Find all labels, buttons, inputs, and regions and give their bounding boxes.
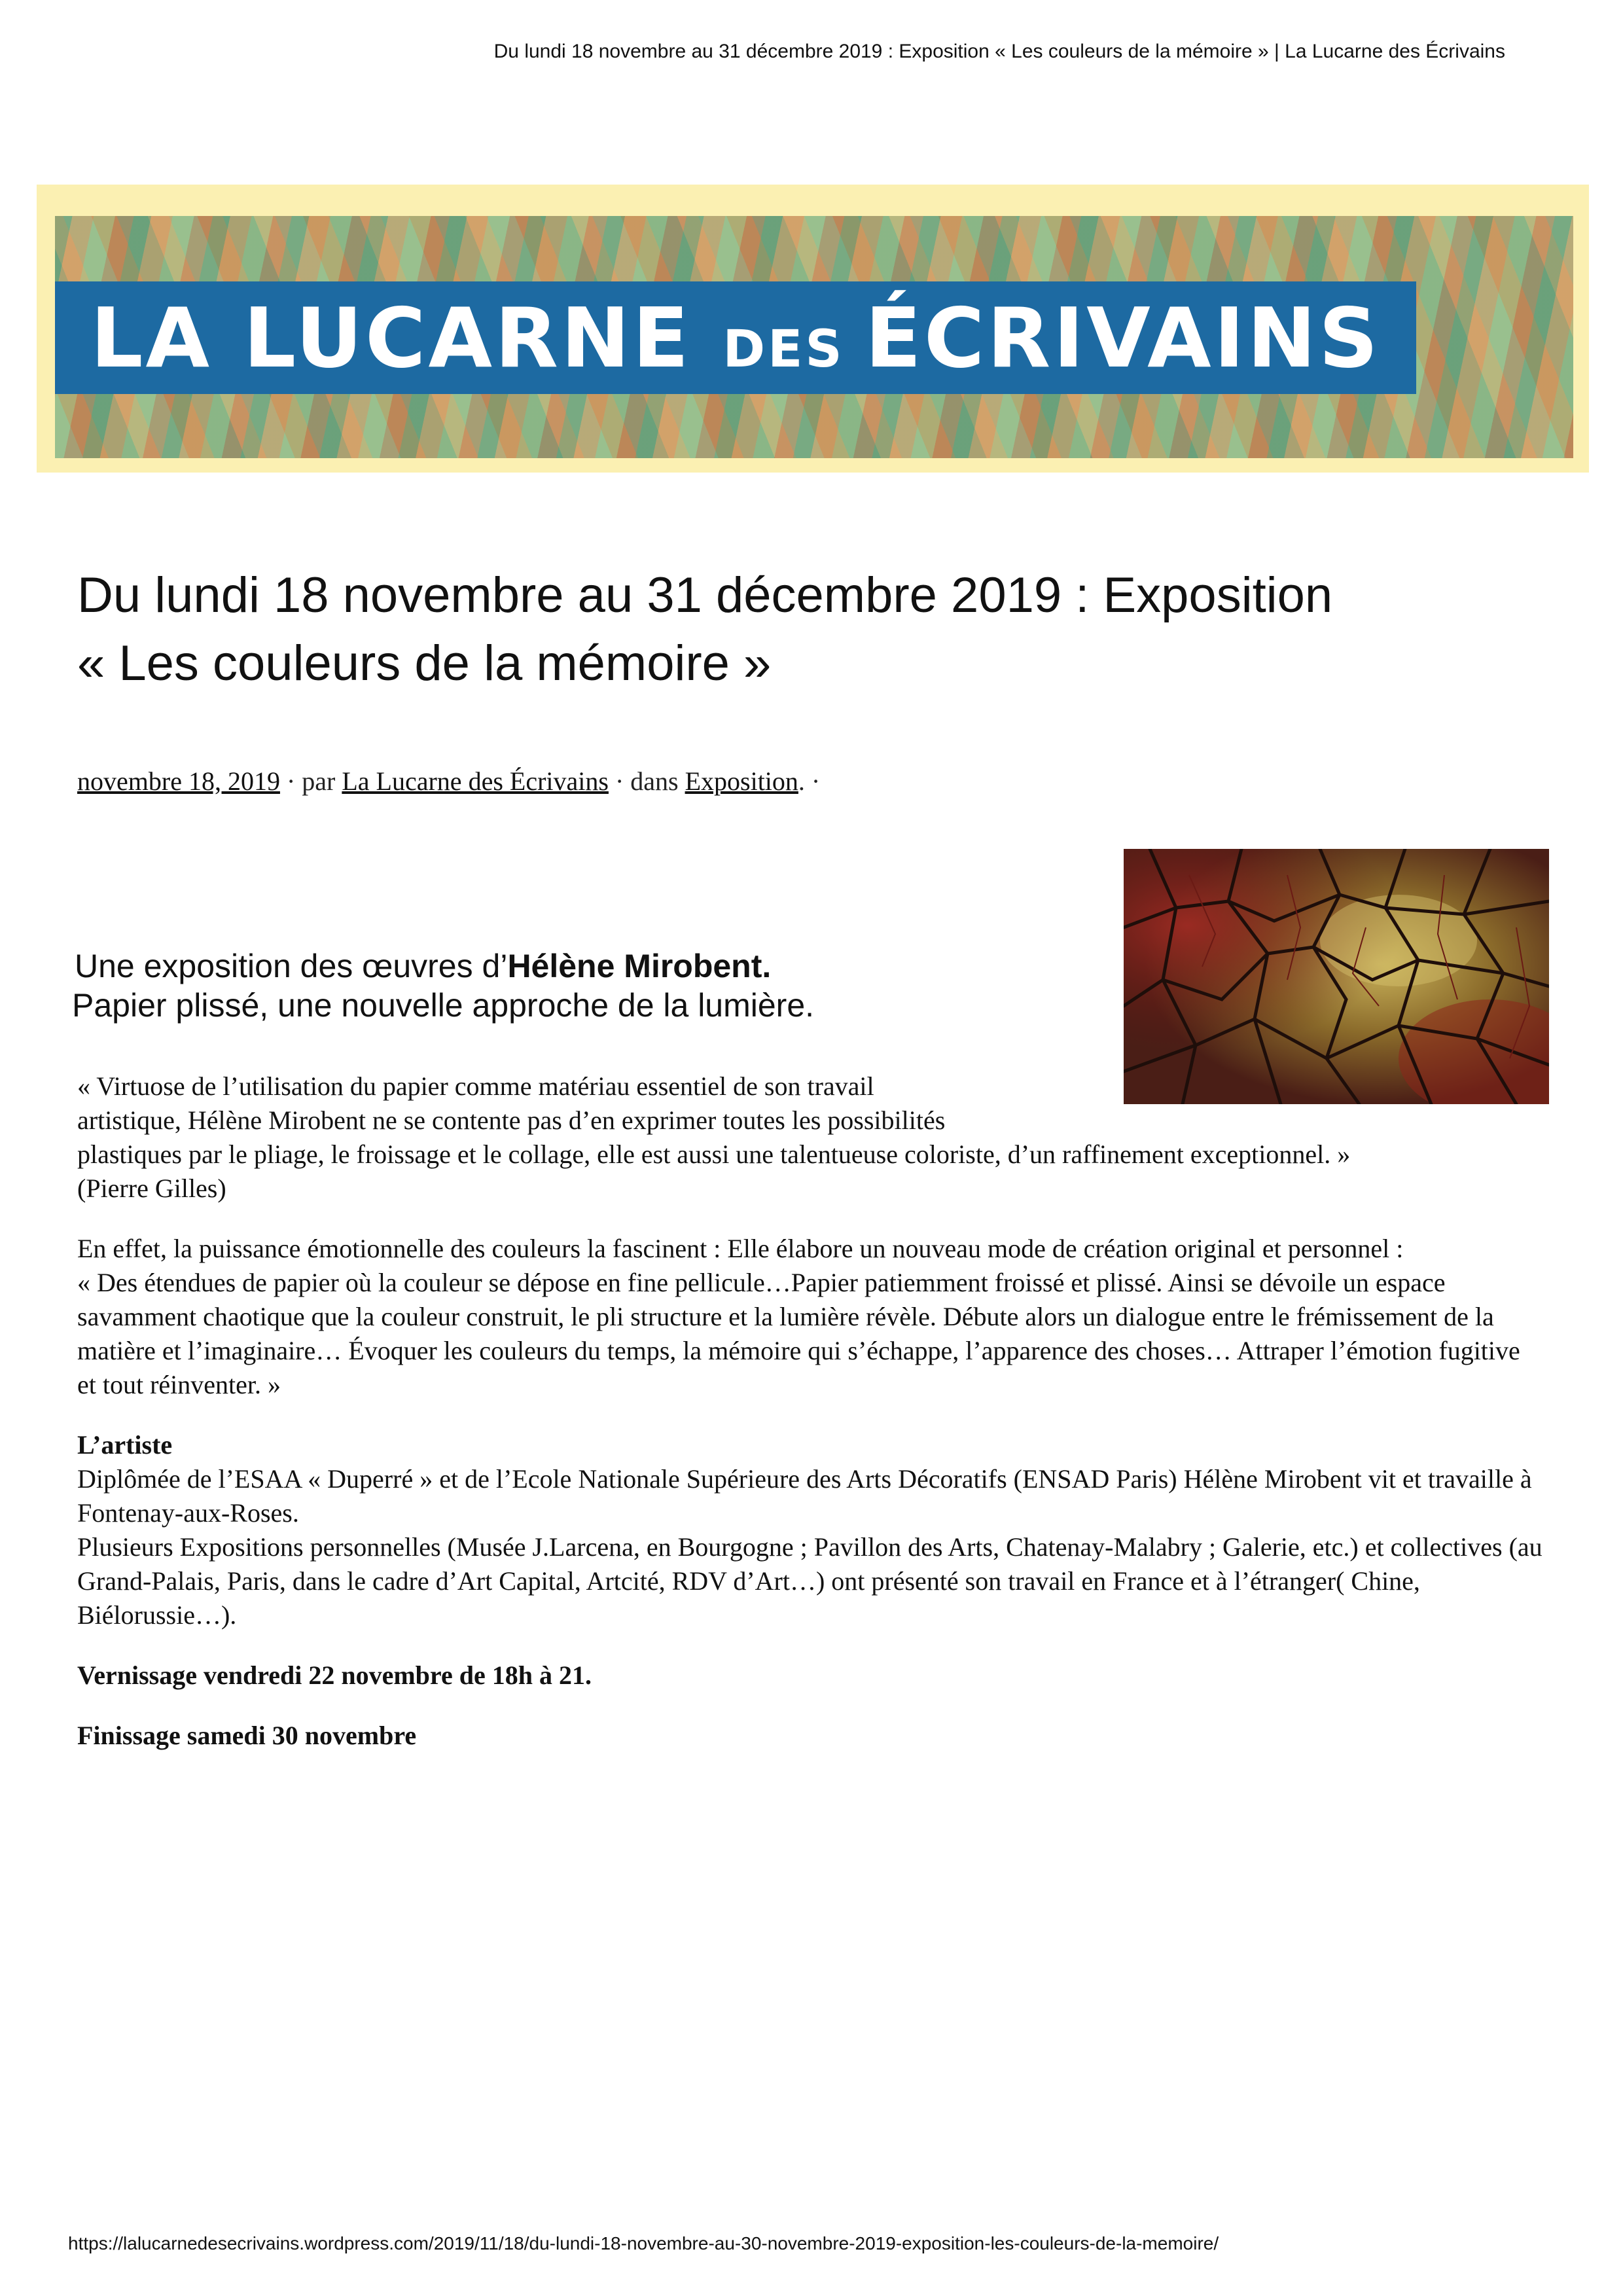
- artist-name: Hélène Mirobent.: [507, 948, 772, 984]
- description-intro: En effet, la puissance émotionnelle des couleurs la fascinent : Elle élabore un nouveau mode de création original et personnel :: [77, 1234, 1404, 1263]
- quote-paragraph: [77, 1069, 1543, 1206]
- author-link[interactable]: La Lucarne des Écrivains: [342, 766, 609, 796]
- vernissage-text: Vernissage vendredi 22 novembre de 18h à 21.: [77, 1660, 592, 1690]
- artwork-image: [1124, 849, 1549, 1104]
- intro-line2: Papier plissé, une nouvelle approche de la lumière.: [72, 987, 815, 1024]
- category-link[interactable]: Exposition: [685, 766, 798, 796]
- site-title-part1: LA LUCARNE: [90, 289, 723, 386]
- site-title-part2: DES: [722, 319, 865, 379]
- artist-heading: L’artiste: [77, 1430, 173, 1460]
- post-title-line2: « Les couleurs de la mémoire »: [77, 636, 772, 691]
- intro-line1: [75, 946, 1096, 986]
- intro-line1-prefix: Une exposition des œuvres d’: [75, 948, 508, 984]
- quote-attribution: (Pierre Gilles): [77, 1174, 226, 1203]
- quote-line1: « Virtuose de l’utilisation du papier comme matériau essentiel de son travail: [77, 1071, 874, 1101]
- vernissage-paragraph: [77, 1659, 1543, 1693]
- finissage-paragraph: [77, 1719, 1543, 1753]
- artist-exhibitions: Plusieurs Expositions personnelles (Musée J.Larcena, en Bourgogne ; Pavillon des Arts, Chatenay-Malabry ; Galerie, etc.) et collectives (au Grand-Palais, Paris, dans le cadre d’Art Capital, Artcité, RDV d’Art…) ont présenté son travail en France et à l’étranger( Chine, Biélorussie…).: [77, 1532, 1543, 1630]
- artwork-graphic: [1124, 849, 1549, 1104]
- site-title[interactable]: [90, 290, 1381, 386]
- post-title-line1: Du lundi 18 novembre au 31 décembre 2019 : Exposition: [77, 567, 1333, 623]
- banner-artwork: [55, 216, 1573, 458]
- footer-url: https://lalucarnedesecrivains.wordpress.com/2019/11/18/du-lundi-18-novembre-au-30-novembre-2019-exposition-les-couleurs-de-la-memoire/: [68, 2233, 1219, 2253]
- post-meta: [77, 766, 1059, 797]
- post-body: [77, 1069, 1543, 1779]
- post-title: [77, 562, 1484, 698]
- site-title-part3: ÉCRIVAINS: [865, 289, 1381, 386]
- site-banner[interactable]: [37, 185, 1589, 473]
- finissage-text: Finissage samedi 30 novembre: [77, 1721, 417, 1750]
- banner-band: [55, 281, 1416, 394]
- post-date-link[interactable]: novembre 18, 2019: [77, 766, 280, 796]
- meta-sep-author: · par: [279, 766, 342, 796]
- meta-sep-end: . ·: [798, 766, 821, 796]
- quote-line2: artistique, Hélène Mirobent ne se contente pas d’en exprimer toutes les possibilités: [77, 1105, 946, 1135]
- print-header: Du lundi 18 novembre au 31 décembre 2019 : Exposition « Les couleurs de la mémoire » | La Lucarne des Écrivains: [493, 41, 1505, 62]
- description-paragraph: [77, 1232, 1543, 1402]
- description-quote: « Des étendues de papier où la couleur se dépose en fine pellicule…Papier patiemment froissé et plissé. Ainsi se dévoile un espace savamment chaotique que la couleur construit, le pli structure et la lumière révèle. Débute alors un dialogue entre le frémissement de la matière et l’imaginaire… Évoquer les couleurs du temps, la mémoire qui s’échappe, l’apparence des choses… Attraper l’émotion fugitive et tout réinventer. »: [77, 1268, 1520, 1399]
- intro-text: [72, 946, 1096, 1025]
- artist-education: Diplômée de l’ESAA « Duperré » et de l’Ecole Nationale Supérieure des Arts Décoratifs (ENSAD Paris) Hélène Mirobent vit et travaille à Fontenay-aux-Roses.: [77, 1464, 1532, 1528]
- quote-line3: plastiques par le pliage, le froissage et le collage, elle est aussi une talentueuse coloriste, d’un raffinement exceptionnel. »: [77, 1139, 1351, 1169]
- artist-paragraph: [77, 1428, 1543, 1632]
- meta-sep-category: · dans: [608, 766, 685, 796]
